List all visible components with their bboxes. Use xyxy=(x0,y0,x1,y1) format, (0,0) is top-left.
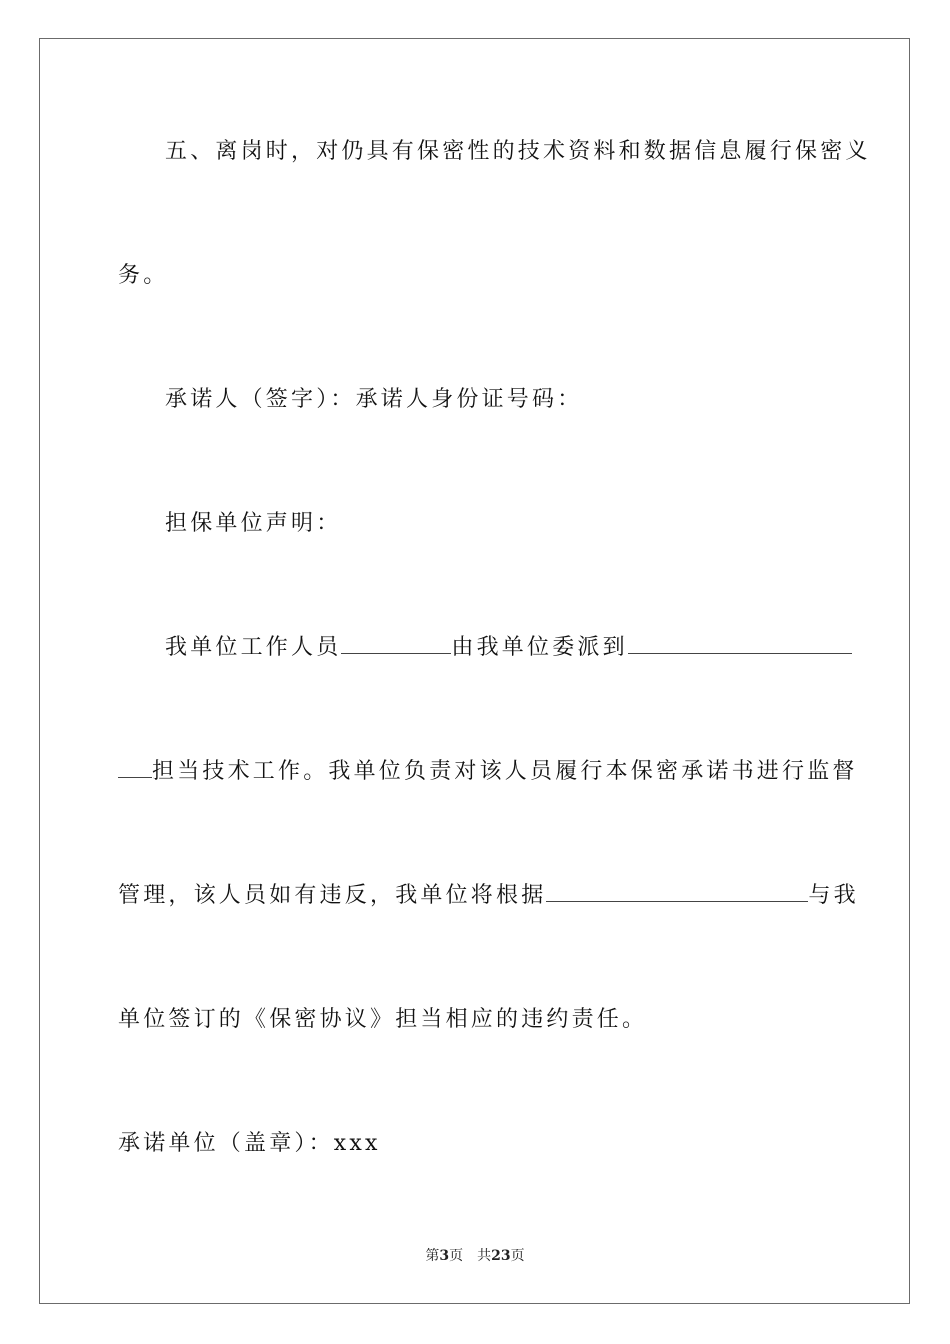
blank-agreement-party[interactable] xyxy=(546,883,808,902)
paragraph-line xyxy=(118,1006,647,1034)
blank-dispatch-unit-cont[interactable] xyxy=(118,759,152,778)
text-technical-work: 担当技术工作。我单位负责对该人员履行本保密承诺书进行监督 xyxy=(152,759,858,784)
footer-total-pages: 23 xyxy=(491,1248,511,1264)
paragraph-line xyxy=(118,262,168,290)
footer-page-prefix: 第 xyxy=(425,1248,440,1264)
footer-total-prefix: 共 xyxy=(477,1248,492,1264)
paragraph-line xyxy=(165,634,852,662)
blank-staff-name[interactable] xyxy=(341,635,451,654)
paragraph-line xyxy=(118,758,858,786)
text-dispatched-to: 由我单位委派到 xyxy=(451,635,628,660)
text-with-us: 与我 xyxy=(808,883,859,908)
paragraph-line xyxy=(118,882,859,910)
paragraph-line xyxy=(165,510,341,538)
page-border xyxy=(39,38,910,1304)
page-footer xyxy=(0,1246,950,1266)
text-promisor-signature: 承诺人（签字）：承诺人身份证号码： xyxy=(165,387,583,412)
text-breach-liability: 单位签订的《保密协议》担当相应的违约责任。 xyxy=(118,1007,648,1032)
footer-page-suffix: 页 xyxy=(449,1248,464,1264)
paragraph-line xyxy=(118,1130,381,1158)
text-guarantor-statement-heading: 担保单位声明： xyxy=(165,511,342,536)
paragraph-line xyxy=(165,138,871,166)
footer-page-number: 3 xyxy=(439,1248,450,1264)
paragraph-line xyxy=(165,386,582,414)
text-promising-unit-seal: 承诺单位（盖章）：xxx xyxy=(118,1131,381,1156)
text-departure-obligation-cont: 务。 xyxy=(118,263,169,288)
text-departure-obligation: 五、离岗时，对仍具有保密性的技术资料和数据信息履行保密义 xyxy=(165,139,871,164)
footer-total-suffix: 页 xyxy=(510,1248,525,1264)
blank-dispatch-unit[interactable] xyxy=(628,635,852,654)
text-staff-intro: 我单位工作人员 xyxy=(165,635,342,660)
text-management: 管理，该人员如有违反，我单位将根据 xyxy=(118,883,547,908)
